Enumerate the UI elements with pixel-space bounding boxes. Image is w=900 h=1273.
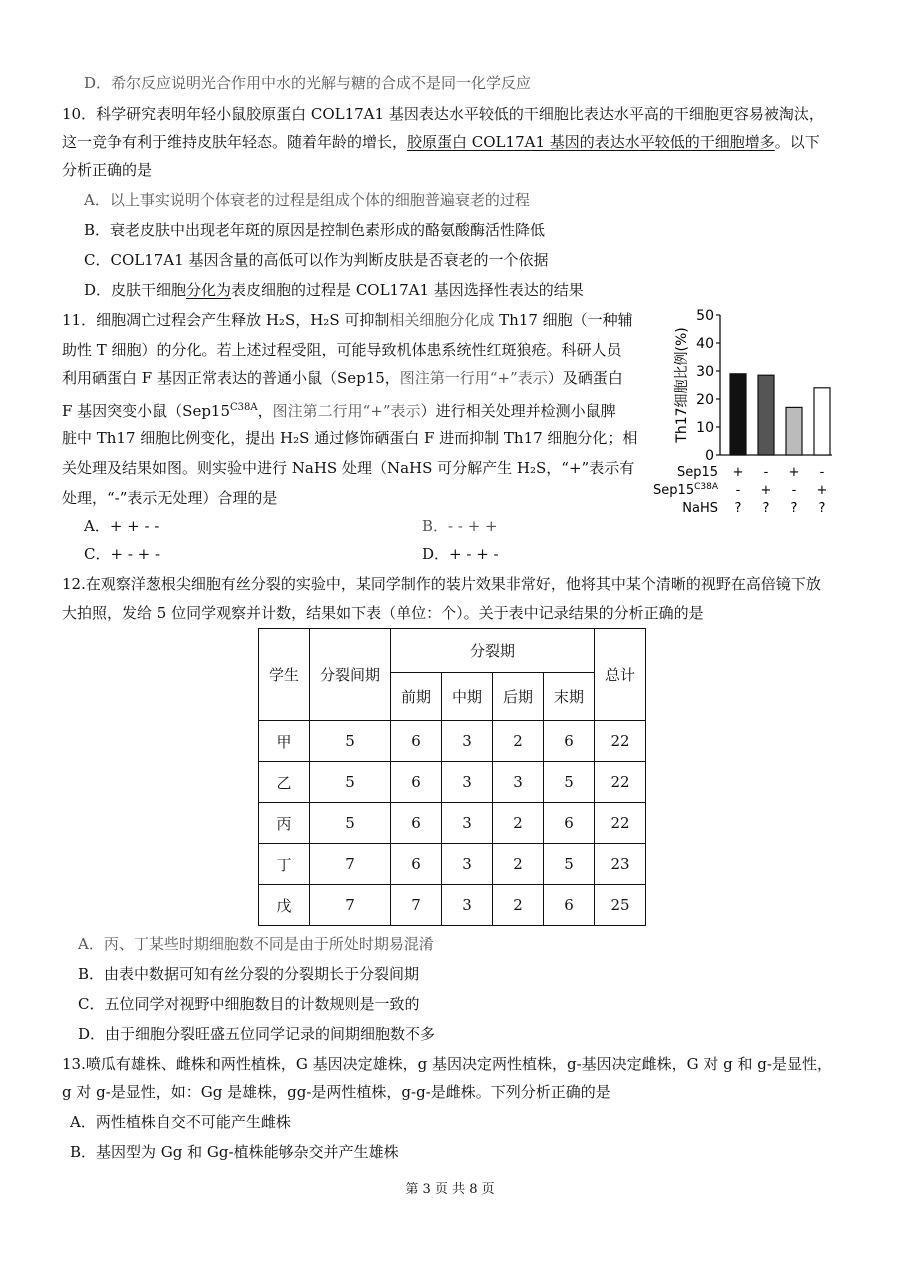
y-axis-label: Th17细胞比例(%) [674, 327, 690, 443]
q10-stem-line1: 10．科学研究表明年轻小鼠胶原蛋白 COL17A1 基因表达水平较低的干细胞比表达水平高的干细胞更容易被淘汰， [62, 105, 824, 123]
cell-total: 25 [595, 885, 646, 926]
cell-metaphase: 3 [442, 762, 493, 803]
row-mark: ? [790, 501, 798, 516]
q10-option-b: B．衰老皮肤中出现老年斑的原因是控制色素形成的酪氨酸酶活性降低 [84, 221, 546, 239]
y-tick-label: 0 [705, 448, 714, 464]
cell-telophase: 6 [544, 721, 595, 762]
header-student: 学生 [259, 629, 310, 721]
header-total: 总计 [595, 629, 646, 721]
cell-total: 23 [595, 844, 646, 885]
cell-prophase: 6 [391, 762, 442, 803]
q13-option-b: B．基因型为 Gg 和 Gg-植株能够杂交并产生雄株 [70, 1143, 399, 1161]
q11-text: 11．细胞凋亡过程会产生释放 H₂S，H₂S 可抑制 [62, 311, 390, 329]
q10-option-c: C．COL17A1 基因含量的高低可以作为判断皮肤是否衰老的一个依据 [84, 251, 549, 269]
th17-bar-chart [653, 305, 850, 516]
q10-stem-line3: 分析正确的是 [62, 161, 153, 179]
cell-metaphase: 3 [442, 803, 493, 844]
cell-interphase: 7 [310, 885, 391, 926]
cell-metaphase: 3 [442, 844, 493, 885]
y-tick-label: 30 [696, 364, 714, 380]
cell-telophase: 6 [544, 803, 595, 844]
row-label [682, 501, 718, 516]
bar [786, 407, 802, 455]
cell-telophase: 6 [544, 885, 595, 926]
cell-metaphase: 3 [442, 885, 493, 926]
q10-option-d-underlined: 分化为 [186, 281, 232, 299]
row-label [653, 482, 719, 498]
cell-total: 22 [595, 803, 646, 844]
cell-student: 甲 [259, 721, 310, 762]
q10-option-d [84, 280, 584, 300]
q11-option-a: A．+ + - - [84, 517, 160, 535]
q11-text: F 基因突变小鼠（Sep15 [62, 402, 231, 420]
row-label-text: NaHS [682, 501, 718, 516]
row-mark: + [732, 465, 744, 480]
y-tick-label: 10 [696, 420, 714, 436]
cell-prophase: 6 [391, 803, 442, 844]
cell-interphase: 5 [310, 721, 391, 762]
q10-stem-line2 [62, 132, 820, 152]
q11-gray-text: 相关细胞分化成 [389, 311, 495, 329]
cell-telophase: 5 [544, 844, 595, 885]
q11-option-d: D．+ - + - [422, 545, 499, 563]
y-tick-label: 20 [696, 392, 714, 408]
header-metaphase: 中期 [442, 673, 493, 721]
q11-superscript: C38A [230, 402, 258, 413]
row-label-superscript: C38A [694, 482, 718, 492]
cell-anaphase: 2 [493, 721, 544, 762]
q12-stem-line2: 大拍照，发给 5 位同学观察并计数，结果如下表（单位：个）。关于表中记录结果的分析正确的是 [62, 604, 704, 622]
cell-total: 22 [595, 721, 646, 762]
q12-option-c: C．五位同学对视野中细胞数目的计数规则是一致的 [78, 995, 420, 1013]
cell-anaphase: 2 [493, 803, 544, 844]
q11-option-c: C．+ - + - [84, 545, 161, 563]
q11-stem-line3 [62, 368, 623, 388]
q10-option-d-text: D．皮肤干细胞 [84, 281, 187, 299]
q13-stem-line1: 13.喷瓜有雄株、雌株和两性植株，G 基因决定雄株，g 基因决定两性植株，g-基因决定雌株，G 对 g 和 g-是显性， [62, 1055, 832, 1073]
page-footer: 第 3 页 共 8 页 [405, 1182, 495, 1197]
q11-stem-line4 [62, 398, 616, 421]
cell-student: 丁 [259, 844, 310, 885]
q11-stem-line2: 助性 T 细胞）的分化。若上述过程受阻，可能导致机体患系统性红斑狼疮。科研人员 [62, 341, 622, 359]
q13-stem-line2: g 对 g-是显性，如：Gg 是雄株，gg-是两性植株，g-g-是雌株。下列分析正确的是 [62, 1083, 611, 1101]
q12-option-b: B．由表中数据可知有丝分裂的分裂期长于分裂间期 [78, 965, 420, 983]
table-row [259, 885, 646, 926]
q10-stem-tail: 。以下 [774, 133, 820, 151]
row-mark: ? [762, 501, 770, 516]
q11-stem-line6: 关处理及结果如图。则实验中进行 NaHS 处理（NaHS 可分解产生 H₂S，“+”表示有 [62, 459, 635, 477]
cell-anaphase: 2 [493, 885, 544, 926]
table-row [259, 844, 646, 885]
row-mark: ? [734, 501, 742, 516]
header-interphase: 分裂间期 [310, 629, 391, 721]
q10-option-a: A．以上事实说明个体衰老的过程是组成个体的细胞普遍衰老的过程 [84, 191, 530, 209]
row-label-text: Sep15 [653, 483, 695, 498]
row-mark: - [791, 483, 797, 498]
q11-stem-line5: 脏中 Th17 细胞比例变化，提出 H₂S 通过修饰硒蛋白 F 进而抑制 Th17 细胞分化；相 [62, 429, 638, 447]
q11-text-tail: ）进行相关处理并检测小鼠脾 [420, 402, 616, 420]
q11-text: 利用硒蛋白 F 基因正常表达的普通小鼠（Sep15， [62, 369, 400, 387]
q11-stem-line1 [62, 310, 633, 330]
row-label-text: Sep15 [676, 465, 718, 480]
cell-prophase: 7 [391, 885, 442, 926]
cell-prophase: 6 [391, 721, 442, 762]
q11-text-tail: Th17 细胞（一种辅 [494, 311, 633, 329]
table-row [259, 721, 646, 762]
cell-student: 乙 [259, 762, 310, 803]
header-telophase: 末期 [544, 673, 595, 721]
bar [730, 374, 746, 455]
cell-interphase: 5 [310, 803, 391, 844]
bar [814, 388, 830, 455]
header-anaphase: 后期 [493, 673, 544, 721]
table-row [259, 803, 646, 844]
q11-gray-text: 图注第一行用“+”表示 [399, 369, 548, 387]
q10-stem-text: 这一竞争有利于维持皮肤年轻态。随着年龄的增长， [62, 133, 408, 151]
q11-stem-line7: 处理，“-”表示无处理）合理的是 [62, 489, 278, 507]
header-prophase: 前期 [391, 673, 442, 721]
cell-metaphase: 3 [442, 721, 493, 762]
cell-prophase: 6 [391, 844, 442, 885]
q12-option-d: D．由于细胞分裂旺盛五位同学记录的间期细胞数不多 [78, 1025, 436, 1043]
cell-telophase: 5 [544, 762, 595, 803]
table-header-row [259, 629, 646, 673]
q12-option-a: A．丙、丁某些时期细胞数不同是由于所处时期易混淆 [78, 935, 434, 953]
cell-student: 戊 [259, 885, 310, 926]
row-mark: + [788, 465, 800, 480]
q9-option-d: D．希尔反应说明光合作用中水的光解与糖的合成不是同一化学反应 [84, 74, 532, 92]
header-mitosis: 分裂期 [391, 629, 595, 673]
q13-option-a: A．两性植株自交不可能产生雌株 [70, 1113, 291, 1131]
row-mark: + [816, 483, 828, 498]
cell-interphase: 5 [310, 762, 391, 803]
row-label [677, 465, 718, 480]
y-tick-label: 40 [696, 336, 714, 352]
row-mark: + [760, 483, 772, 498]
mitosis-count-table [258, 628, 646, 926]
row-mark: - [819, 465, 825, 480]
q12-stem-line1: 12.在观察洋葱根尖细胞有丝分裂的实验中，某同学制作的装片效果非常好，他将其中某个清晰的视野在高倍镜下放 [62, 575, 821, 593]
row-mark: - [735, 483, 741, 498]
q10-underlined-text: 胶原蛋白 COL17A1 基因的表达水平较低的干细胞增多 [407, 133, 775, 151]
cell-interphase: 7 [310, 844, 391, 885]
q11-gray-text: 图注第二行用“+”表示 [272, 402, 421, 420]
cell-student: 丙 [259, 803, 310, 844]
row-mark: - [763, 465, 769, 480]
q11-option-b: B．- - + + [422, 517, 498, 535]
cell-anaphase: 2 [493, 844, 544, 885]
table-row [259, 762, 646, 803]
row-mark: ? [818, 501, 826, 516]
cell-anaphase: 3 [493, 762, 544, 803]
q11-text-tail: ）及硒蛋白 [547, 369, 623, 387]
cell-total: 22 [595, 762, 646, 803]
q11-text: ， [257, 402, 273, 420]
y-tick-label: 50 [696, 308, 714, 324]
q10-option-d-tail: 表皮细胞的过程是 COL17A1 基因选择性表达的结果 [231, 281, 584, 299]
bar [758, 375, 774, 455]
